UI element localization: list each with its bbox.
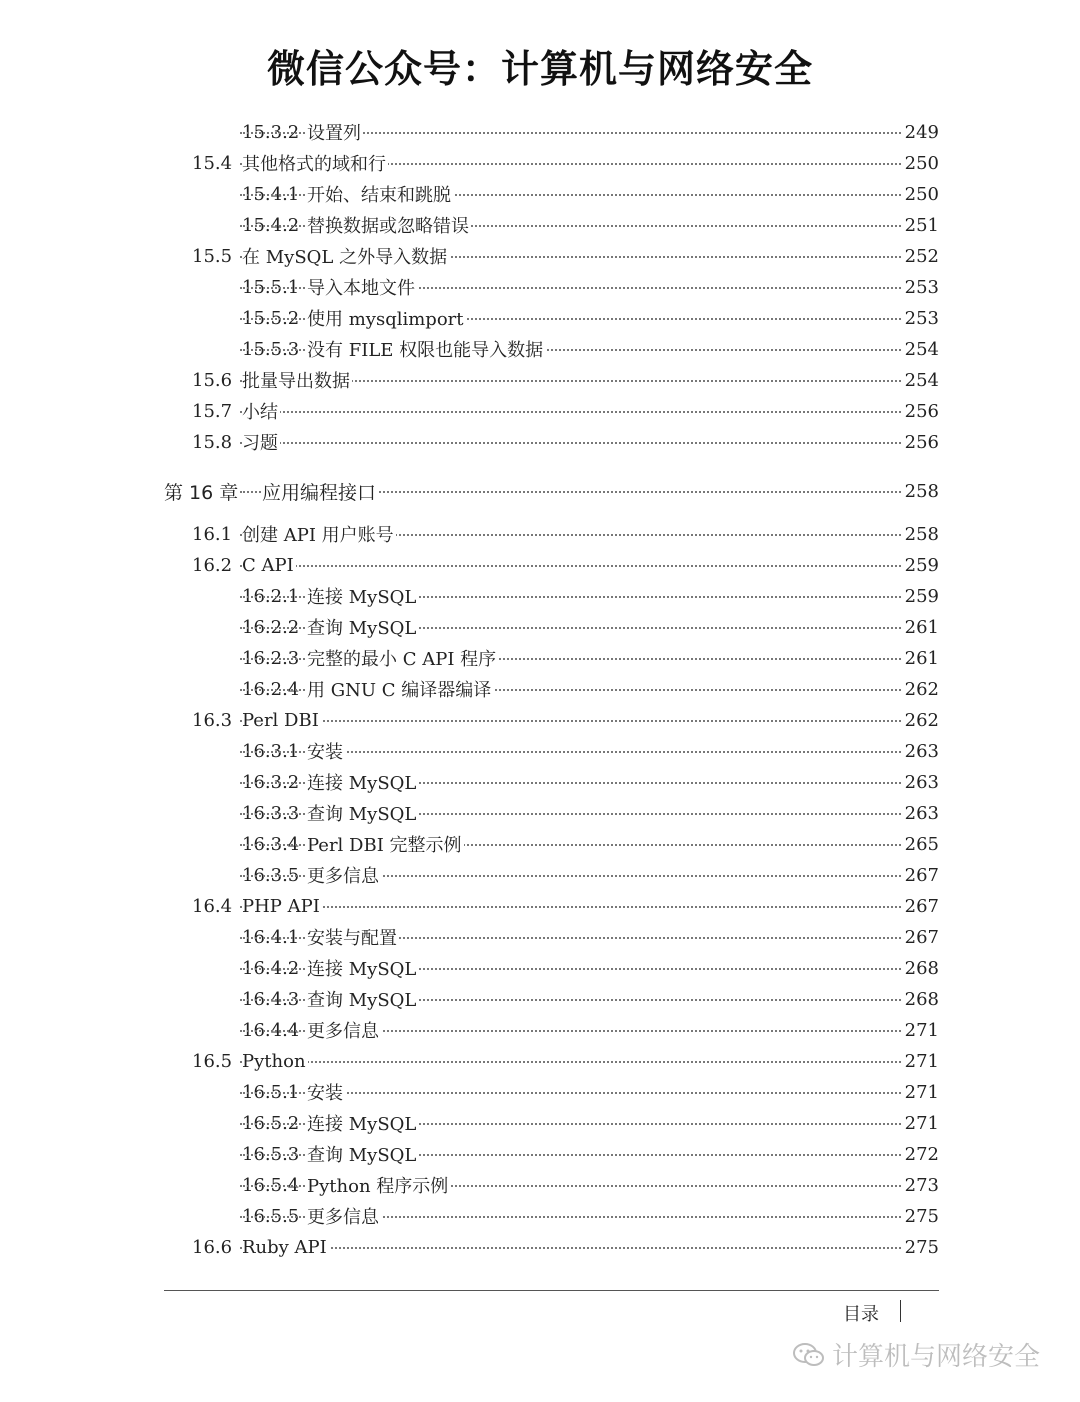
entry-title: 开始、结束和跳脱 xyxy=(307,181,453,207)
toc-entry[interactable] xyxy=(0,612,1080,642)
toc-entry[interactable] xyxy=(0,736,1080,766)
entry-title: 完整的最小 C API 程序 xyxy=(307,645,498,671)
dot-leader xyxy=(240,411,936,413)
toc-entry[interactable] xyxy=(0,365,1080,395)
dot-leader xyxy=(240,720,936,722)
entry-page-number: 254 xyxy=(904,338,939,360)
toc-entry[interactable] xyxy=(0,427,1080,457)
entry-number: 15.4.2 xyxy=(242,214,300,236)
entry-page-number: 258 xyxy=(904,523,939,545)
toc-entry[interactable] xyxy=(0,1015,1080,1045)
toc-entry[interactable] xyxy=(0,1139,1080,1169)
entry-title: 连接 MySQL xyxy=(307,769,418,795)
toc-entry[interactable] xyxy=(0,1077,1080,1107)
entry-number: 16.3.1 xyxy=(242,740,300,762)
toc-entry[interactable] xyxy=(0,767,1080,797)
entry-title: 查询 MySQL xyxy=(307,986,418,1012)
entry-number: 16.5.3 xyxy=(242,1143,300,1165)
entry-number: 15.5.2 xyxy=(242,307,300,329)
entry-title: 习题 xyxy=(242,429,280,455)
entry-page-number: 252 xyxy=(904,245,939,267)
entry-number: 16.2.1 xyxy=(242,585,300,607)
entry-page-number: 251 xyxy=(904,214,939,236)
entry-number: 16.5.2 xyxy=(242,1112,300,1134)
entry-title: 在 MySQL 之外导入数据 xyxy=(242,243,449,269)
entry-title: 查询 MySQL xyxy=(307,614,418,640)
entry-number: 15.5.1 xyxy=(242,276,300,298)
toc-entry[interactable] xyxy=(0,179,1080,209)
entry-page-number: 267 xyxy=(904,864,939,886)
entry-page-number: 272 xyxy=(904,1143,939,1165)
page-banner: 微信公众号：计算机与网络安全 xyxy=(266,47,813,91)
entry-number: 15.8 xyxy=(192,431,233,453)
footer-rule xyxy=(164,1290,939,1291)
entry-title: C API xyxy=(242,554,294,576)
entry-number: 16.4.4 xyxy=(242,1019,300,1041)
entry-page-number: 268 xyxy=(904,988,939,1010)
entry-number: 15.6 xyxy=(192,369,233,391)
watermark xyxy=(792,1336,1040,1373)
entry-title: PHP API xyxy=(242,895,320,917)
toc-entry[interactable] xyxy=(0,674,1080,704)
toc-entry[interactable] xyxy=(0,705,1080,735)
entry-page-number: 273 xyxy=(904,1174,939,1196)
toc-entry[interactable] xyxy=(0,241,1080,271)
wechat-icon xyxy=(792,1341,826,1369)
entry-number: 16.4.3 xyxy=(242,988,300,1010)
entry-page-number: 267 xyxy=(904,895,939,917)
entry-number: 16.2.3 xyxy=(242,647,300,669)
entry-page-number: 261 xyxy=(904,647,939,669)
entry-number: 15.4 xyxy=(192,152,233,174)
entry-page-number: 265 xyxy=(904,833,939,855)
entry-page-number: 275 xyxy=(904,1236,939,1258)
toc-entry[interactable] xyxy=(0,860,1080,890)
toc-entry[interactable] xyxy=(0,891,1080,921)
entry-page-number: 267 xyxy=(904,926,939,948)
entry-title: 设置列 xyxy=(307,119,363,145)
entry-title: Python 程序示例 xyxy=(307,1172,450,1198)
chapter-entry[interactable] xyxy=(0,476,1080,506)
entry-page-number: 271 xyxy=(904,1019,939,1041)
entry-title: 其他格式的域和行 xyxy=(242,150,388,176)
entry-page-number: 262 xyxy=(904,678,939,700)
toc-entry[interactable] xyxy=(0,798,1080,828)
entry-page-number: 253 xyxy=(904,276,939,298)
entry-title: 用 GNU C 编译器编译 xyxy=(307,676,493,702)
entry-number: 16.4.1 xyxy=(242,926,300,948)
entry-title: Perl DBI 完整示例 xyxy=(307,831,464,857)
toc-entry[interactable] xyxy=(0,643,1080,673)
entry-number: 16.2.4 xyxy=(242,678,300,700)
entry-number: 16.4 xyxy=(192,895,233,917)
toc-entry[interactable] xyxy=(0,1201,1080,1231)
toc-entry[interactable] xyxy=(0,303,1080,333)
entry-title: 更多信息 xyxy=(307,1203,381,1229)
entry-page-number: 275 xyxy=(904,1205,939,1227)
entry-number: 16.4.2 xyxy=(242,957,300,979)
entry-page-number: 253 xyxy=(904,307,939,329)
entry-title: Perl DBI xyxy=(242,709,319,731)
entry-number: 16.3.2 xyxy=(242,771,300,793)
entry-page-number: 263 xyxy=(904,771,939,793)
entry-page-number: 250 xyxy=(904,152,939,174)
entry-number: 15.7 xyxy=(192,400,233,422)
footer-divider xyxy=(900,1300,901,1322)
entry-title: 连接 MySQL xyxy=(307,583,418,609)
entry-page-number: 254 xyxy=(904,369,939,391)
entry-title: 连接 MySQL xyxy=(307,955,418,981)
entry-number: 第 16 章 xyxy=(164,481,239,504)
entry-number: 16.3.3 xyxy=(242,802,300,824)
entry-page-number: 263 xyxy=(904,740,939,762)
toc-entry[interactable] xyxy=(0,334,1080,364)
toc-entry[interactable] xyxy=(0,581,1080,611)
entry-page-number: 268 xyxy=(904,957,939,979)
entry-page-number: 256 xyxy=(904,400,939,422)
toc-entry[interactable] xyxy=(0,519,1080,549)
entry-title: 创建 API 用户账号 xyxy=(242,521,396,547)
entry-page-number: 271 xyxy=(904,1050,939,1072)
entry-number: 15.3.2 xyxy=(242,121,300,143)
entry-number: 16.3.5 xyxy=(242,864,300,886)
entry-page-number: 259 xyxy=(904,585,939,607)
toc-entry[interactable] xyxy=(0,829,1080,859)
entry-number: 16.5.1 xyxy=(242,1081,300,1103)
entry-title: 查询 MySQL xyxy=(307,800,418,826)
dot-leader xyxy=(240,565,936,567)
entry-page-number: 263 xyxy=(904,802,939,824)
dot-leader xyxy=(240,1247,936,1249)
entry-page-number: 259 xyxy=(904,554,939,576)
entry-page-number: 261 xyxy=(904,616,939,638)
entry-number: 16.5 xyxy=(192,1050,233,1072)
entry-page-number: 262 xyxy=(904,709,939,731)
entry-title: Python xyxy=(242,1050,306,1072)
entry-title: 使用 mysqlimport xyxy=(307,305,466,331)
entry-number: 15.5.3 xyxy=(242,338,300,360)
entry-number: 15.4.1 xyxy=(242,183,300,205)
entry-number: 16.3.4 xyxy=(242,833,300,855)
toc-entry[interactable] xyxy=(0,210,1080,240)
entry-page-number: 271 xyxy=(904,1081,939,1103)
entry-page-number: 249 xyxy=(904,121,939,143)
entry-number: 16.1 xyxy=(192,523,233,545)
toc-entry[interactable] xyxy=(0,396,1080,426)
entry-title: 导入本地文件 xyxy=(307,274,417,300)
entry-page-number: 256 xyxy=(904,431,939,453)
entry-title: 没有 FILE 权限也能导入数据 xyxy=(307,336,545,362)
entry-number: 16.5.5 xyxy=(242,1205,300,1227)
toc-entry[interactable] xyxy=(0,272,1080,302)
toc-entry[interactable] xyxy=(0,922,1080,952)
entry-title: 小结 xyxy=(242,398,280,424)
dot-leader xyxy=(240,1061,936,1063)
entry-page-number: 271 xyxy=(904,1112,939,1134)
entry-title: 替换数据或忽略错误 xyxy=(307,212,471,238)
entry-number: 16.5.4 xyxy=(242,1174,300,1196)
footer-section-label: 目录 xyxy=(843,1304,879,1325)
entry-title: Ruby API xyxy=(242,1236,327,1258)
entry-title: 连接 MySQL xyxy=(307,1110,418,1136)
entry-number: 16.2.2 xyxy=(242,616,300,638)
entry-number: 16.3 xyxy=(192,709,233,731)
entry-page-number: 258 xyxy=(904,480,939,502)
entry-number: 16.2 xyxy=(192,554,233,576)
entry-title: 安装 xyxy=(307,738,345,764)
entry-title: 安装 xyxy=(307,1079,345,1105)
toc-entry[interactable] xyxy=(0,148,1080,178)
toc-entry[interactable] xyxy=(0,1170,1080,1200)
entry-title: 查询 MySQL xyxy=(307,1141,418,1167)
toc-entry[interactable] xyxy=(0,984,1080,1014)
entry-number: 15.5 xyxy=(192,245,233,267)
entry-page-number: 250 xyxy=(904,183,939,205)
entry-title: 更多信息 xyxy=(307,862,381,888)
toc-entry[interactable] xyxy=(0,1046,1080,1076)
toc-entry[interactable] xyxy=(0,953,1080,983)
toc-entry[interactable] xyxy=(0,1108,1080,1138)
entry-title: 批量导出数据 xyxy=(242,367,352,393)
toc-entry[interactable] xyxy=(0,550,1080,580)
entry-title: 应用编程接口 xyxy=(262,478,378,505)
dot-leader xyxy=(240,906,936,908)
toc-entry[interactable] xyxy=(0,1232,1080,1262)
entry-number: 16.6 xyxy=(192,1236,233,1258)
watermark-text: 计算机与网络安全 xyxy=(832,1342,1041,1372)
entry-title: 安装与配置 xyxy=(307,924,399,950)
dot-leader xyxy=(240,442,936,444)
entry-title: 更多信息 xyxy=(307,1017,381,1043)
toc-entry[interactable] xyxy=(0,117,1080,147)
